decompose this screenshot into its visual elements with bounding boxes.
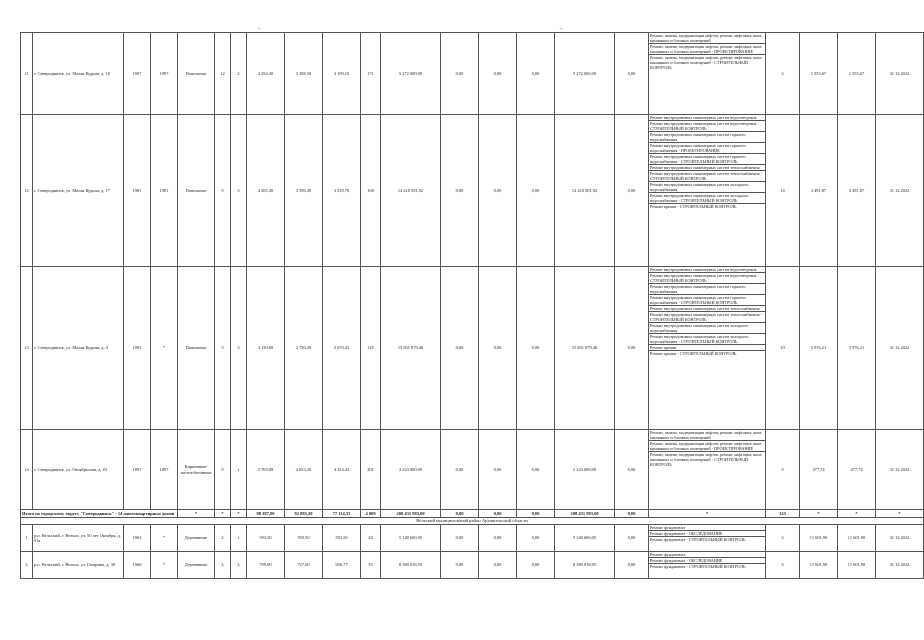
total-cell: 0,00 [441,510,479,518]
cell-area-total: 3 130,80 [247,267,285,430]
work-item: Ремонт внутридомовых инженерных систем водоотведения [649,115,765,121]
cell-num: 13 [21,267,33,430]
total-label: Итого по городскому округу "Северодвинск" - 14 многоквартирных домов [21,510,178,518]
work-item: Ремонт, замена, модернизация лифтов, ремонт лифтовых шахт, машинных и блочных помещений - СТРОИТЕЛЬНЫЙ КОНТРОЛЬ [650,55,763,70]
cell-unit-limit: 3 491,87 [838,115,876,267]
cell-area-premises: 3 596,30 [285,115,323,267]
work-item: Ремонт фундамента - СТРОИТЕЛЬНЫЙ КОНТРОЛЬ [650,537,746,542]
table-row [21,552,924,579]
cell-address: г. Северодвинск, ул. Малая Кудьма, д. 17 [33,115,124,267]
work-item: Ремонт фундамента [649,525,765,531]
cell-deadline: 31.12.2022 [876,33,924,115]
cell-residents: 24 [361,525,381,552]
cell-area-residential: 593,50 [323,525,361,552]
work-item: Ремонт крыши [649,345,765,351]
cell-cost-total: 5 140 600,05 [381,525,441,552]
cell-floors: 5 [215,267,231,430]
cell-n: 3 [766,552,800,579]
cell-n: 3 [766,430,800,510]
district-title: Вельский муниципальный район Архангельской области [21,518,924,525]
total-cell: 98 287,00 [247,510,285,518]
cell-residents: 201 [361,430,381,510]
cell-cost-total: 8 380 018,95 [381,552,441,579]
cell-area-premises: 727,00 [285,552,323,579]
work-item: Ремонт внутридомовых инженерных систем горячего водоснабжения - СТРОИТЕЛЬНЫЙ КОНТРОЛЬ [649,295,765,306]
cell-fund-other: 0,00 [615,552,649,579]
cell-works [649,430,766,510]
table-row [21,33,924,115]
cell-entrances: 1 [231,430,247,510]
work-item: Ремонт внутридомовых инженерных систем холодного водоснабжения - СТРОИТЕЛЬНЫЙ КОНТРОЛЬ [649,334,765,345]
cell-fund-b: 0,00 [479,115,517,267]
work-item: Ремонт, замена, модернизация лифтов, ремонт лифтовых шахт, машинных и блочных помещений [649,430,765,441]
cell-residents: 35 [361,552,381,579]
top-mark-2: – [560,27,563,32]
cell-deadline: 31.12.2022 [876,430,924,510]
work-item: Ремонт внутридомовых инженерных систем теплоснабжения [649,165,765,171]
cell-address: р.п. Вельский, г. Вельск, ул. 50 лет Октября, д. 91а [33,525,124,552]
cell-fund-other: 0,00 [615,33,649,115]
cell-fund-c: 0,00 [517,430,555,510]
cell-area-residential: 656,77 [323,552,361,579]
total-cell: 0,00 [517,510,555,518]
cell-works [649,525,766,552]
cell-fund-owners: 8 380 018,95 [555,552,615,579]
cell-fund-a: 0,00 [441,552,479,579]
cell-unit-limit: 5 976,21 [838,267,876,430]
cell-area-premises: 2 750,20 [285,267,323,430]
work-item: Ремонт крыши - СТРОИТЕЛЬНЫЙ КОНТРОЛЬ [650,204,737,209]
cell-material: Деревянные [178,525,215,552]
total-cell: * [178,510,215,518]
cell-fund-owners: 12 418 501,92 [555,115,615,267]
cell-address: г. Северодвинск, ул. Октябрьская, д. 43 [33,430,124,510]
cell-area-total: 4 254,30 [247,33,285,115]
housing-repair-register-table [20,32,924,579]
work-item: Ремонт внутридомовых инженерных систем холодного водоснабжения - СТРОИТЕЛЬНЫЙ КОНТРОЛЬ [649,193,765,204]
cell-entrances: 2 [231,33,247,115]
work-item: Ремонт внутридомовых инженерных систем горячего водоснабжения [649,284,765,295]
total-cell: 82 885,20 [285,510,323,518]
work-item: Ремонт крыши - СТРОИТЕЛЬНЫЙ КОНТРОЛЬ [650,351,737,356]
cell-unit-limit: 477,74 [838,430,876,510]
table-row [21,267,924,430]
total-cell: 208 431 983,00 [381,510,441,518]
total-row [21,510,924,518]
cell-fund-b: 0,00 [479,552,517,579]
total-cell: * [649,510,766,518]
cell-material: Кирпичные/железобетонные [178,430,215,510]
cell-cost-total: 5 272 000,00 [381,33,441,115]
cell-fund-owners: 15 831 079,46 [555,267,615,430]
total-cell: 4 009 [361,510,381,518]
cell-deadline: 31.12.2022 [876,552,924,579]
work-item: Ремонт внутридомовых инженерных систем водоотведения [649,267,765,273]
total-cell: 0,00 [615,510,649,518]
cell-entrances: 1 [231,525,247,552]
cell-fund-owners: 5 140 600,05 [555,525,615,552]
total-cell: * [838,510,876,518]
work-item: Ремонт внутридомовых инженерных систем холодного водоснабжения [649,323,765,334]
cell-unit-cost: 477,74 [800,430,838,510]
cell-fund-c: 0,00 [517,115,555,267]
cell-unit-limit: 11 601,90 [838,525,876,552]
cell-material: Панельные [178,115,215,267]
cell-year-reno: * [151,552,178,579]
cell-year-built: 1960 [124,552,151,579]
cell-address: г. Северодвинск, ул. Малая Кудьма, д. 18 [33,33,124,115]
cell-deadline: 31.12.2022 [876,267,924,430]
cell-fund-other: 0,00 [615,115,649,267]
cell-material: Деревянные [178,552,215,579]
cell-num: 11 [21,33,33,115]
cell-area-residential: 3 109,15 [323,33,361,115]
cell-area-total: 5 703,09 [247,430,285,510]
cell-unit-cost: 11 601,90 [800,552,838,579]
cell-fund-a: 0,00 [441,430,479,510]
cell-area-premises: 593,50 [285,525,323,552]
cell-n: 3 [766,525,800,552]
table-row [21,115,924,267]
cell-works [649,552,766,579]
cell-floors: 2 [215,525,231,552]
cell-material: Панельные [178,267,215,430]
cell-residents: 118 [361,267,381,430]
cell-area-premises: 3 388,50 [285,33,323,115]
total-cell: * [215,510,231,518]
cell-year-reno: 1981 [151,115,178,267]
cell-residents: 168 [361,115,381,267]
cell-fund-c: 0,00 [517,525,555,552]
total-cell: * [231,510,247,518]
cell-fund-a: 0,00 [441,33,479,115]
total-cell: * [800,510,838,518]
cell-unit-cost: 1 555,67 [800,33,838,115]
cell-fund-a: 0,00 [441,525,479,552]
cell-fund-b: 0,00 [479,33,517,115]
work-item: Ремонт, замена, модернизация лифтов, ремонт лифтовых шахт, машинных и блочных помещений - ПРОЕКТИРОВАНИЕ [649,44,765,55]
cell-year-built: 1991 [124,267,151,430]
cell-fund-owners: 5 272 000,00 [555,33,615,115]
cell-area-residential: 4 324,42 [323,430,361,510]
work-item: Ремонт фундамента [649,552,765,558]
work-item: Ремонт внутридомовых инженерных систем теплоснабжения [649,306,765,312]
table-row [21,525,924,552]
cell-fund-b: 0,00 [479,430,517,510]
cell-fund-c: 0,00 [517,267,555,430]
cell-unit-cost: 3 491,87 [800,115,838,267]
work-item: Ремонт внутридомовых инженерных систем теплоснабжения - СТРОИТЕЛЬНЫЙ КОНТРОЛЬ [649,171,765,182]
cell-fund-other: 0,00 [615,525,649,552]
cell-address: р.п. Вельский, г. Вельск, ул. Гагарина, д. 39 [33,552,124,579]
cell-num: 2 [21,552,33,579]
table-row [21,430,924,510]
cell-n: 14 [766,115,800,267]
work-item: Ремонт фундамента - ОБСЛЕДОВАНИЕ [649,531,765,537]
work-item: Ремонт внутридомовых инженерных систем горячего водоснабжения - ПРОЕКТИРОВАНИЕ [649,143,765,154]
cell-fund-a: 0,00 [441,115,479,267]
cell-year-reno: 1897 [151,430,178,510]
top-mark-1: – [258,27,261,32]
work-item: Ремонт внутридомовых инженерных систем теплоснабжения - СТРОИТЕЛЬНЫЙ КОНТРОЛЬ [649,312,765,323]
cell-material: Панельные [178,33,215,115]
cell-unit-limit: 11 601,90 [838,552,876,579]
cell-deadline: 31.12.2022 [876,525,924,552]
cell-fund-other: 0,00 [615,430,649,510]
cell-cost-total: 2 223 000,00 [381,430,441,510]
cell-fund-owners: 2 223 000,00 [555,430,615,510]
district-row [21,518,924,525]
work-item: Ремонт фундамента - СТРОИТЕЛЬНЫЙ КОНТРОЛЬ [650,564,746,569]
cell-area-residential: 2 670,41 [323,267,361,430]
work-item: Ремонт, замена, модернизация лифтов, ремонт лифтовых шахт, машинных и блочных помещений - СТРОИТЕЛЬНЫЙ КОНТРОЛЬ [650,452,763,467]
cell-n: 10 [766,267,800,430]
cell-year-built: 1963 [124,525,151,552]
cell-num: 14 [21,430,33,510]
cell-area-total: 593,50 [247,525,285,552]
cell-unit-cost: 5 976,21 [800,267,838,430]
cell-floors: 9 [215,430,231,510]
cell-floors: 2 [215,552,231,579]
cell-year-built: 1981 [124,115,151,267]
cell-num: 1 [21,525,33,552]
cell-area-total: 4 205,30 [247,115,285,267]
cell-works [649,115,766,267]
cell-fund-other: 0,00 [615,267,649,430]
cell-area-premises: 4 653,20 [285,430,323,510]
cell-year-reno: * [151,267,178,430]
cell-area-residential: 3 318,70 [323,115,361,267]
cell-floors: 12 [215,33,231,115]
cell-entrances: 3 [231,267,247,430]
work-item: Ремонт, замена, модернизация лифтов, ремонт лифтовых шахт, машинных и блочных помещений - ПРОЕКТИРОВАНИЕ [649,441,765,452]
cell-year-reno: * [151,525,178,552]
cell-entrances: 3 [231,115,247,267]
cell-fund-a: 0,00 [441,267,479,430]
cell-address: г. Северодвинск, ул. Малая Кудьма, д. 4 [33,267,124,430]
cell-floors: 9 [215,115,231,267]
cell-year-reno: 1997 [151,33,178,115]
cell-num: 12 [21,115,33,267]
cell-cost-total: 12 418 501,92 [381,115,441,267]
cell-works [649,33,766,115]
cell-n: 3 [766,33,800,115]
cell-deadline: 31.12.2022 [876,115,924,267]
cell-fund-b: 0,00 [479,525,517,552]
cell-area-total: 799,00 [247,552,285,579]
work-item: Ремонт внутридомовых инженерных систем водоотведения - СТРОИТЕЛЬНЫЙ КОНТРОЛЬ [649,121,765,132]
total-cell: * [876,510,924,518]
work-item: Ремонт, замена, модернизация лифтов, ремонт лифтовых шахт, машинных и блочных помещений [649,33,765,44]
cell-works [649,267,766,430]
work-item: Ремонт внутридомовых инженерных систем горячего водоснабжения [649,132,765,143]
cell-fund-c: 0,00 [517,33,555,115]
cell-unit-cost: 11 601,90 [800,525,838,552]
total-cell: 0,00 [479,510,517,518]
work-item: Ремонт внутридомовых инженерных систем горячего водоснабжения - СТРОИТЕЛЬНЫЙ КОНТРОЛЬ [649,154,765,165]
work-item: Ремонт внутридомовых инженерных систем холодного водоснабжения [649,182,765,193]
cell-unit-limit: 1 555,67 [838,33,876,115]
cell-fund-b: 0,00 [479,267,517,430]
cell-entrances: 2 [231,552,247,579]
total-cell: 123 [766,510,800,518]
cell-cost-total: 15 831 079,46 [381,267,441,430]
cell-fund-c: 0,00 [517,552,555,579]
cell-residents: 171 [361,33,381,115]
total-cell: 208 431 983,00 [555,510,615,518]
total-cell: 77 114,33 [323,510,361,518]
work-item: Ремонт внутридомовых инженерных систем водоотведения - СТРОИТЕЛЬНЫЙ КОНТРОЛЬ [649,273,765,284]
cell-year-built: 1997 [124,33,151,115]
work-item: Ремонт фундамента - ОБСЛЕДОВАНИЕ [649,558,765,564]
cell-year-built: 1897 [124,430,151,510]
